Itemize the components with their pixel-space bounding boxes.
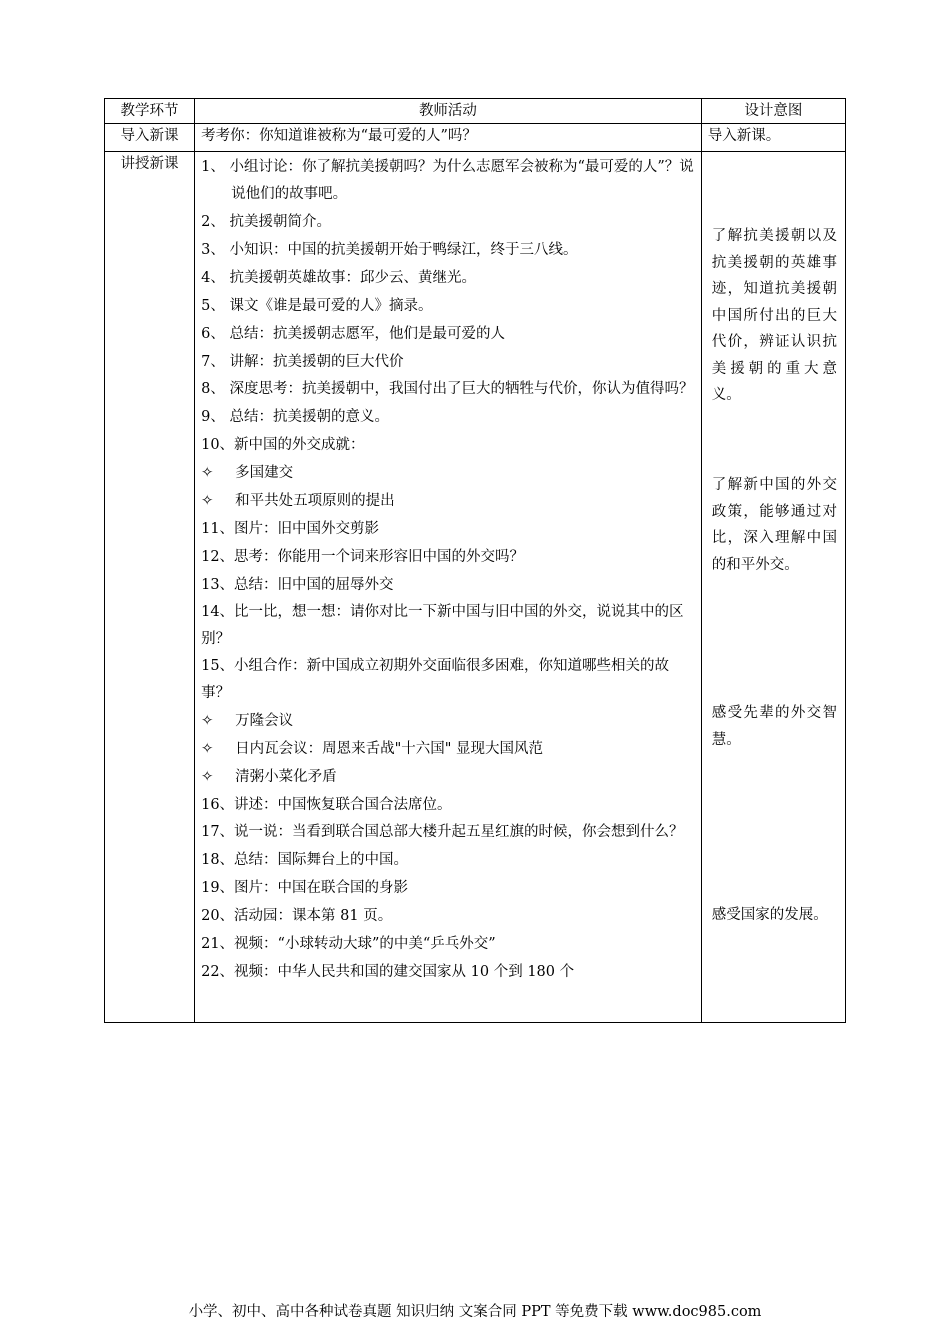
list-item: 18、总结：国际舞台上的中国。 <box>201 852 409 868</box>
list-item: 5、 课文《谁是最可爱的人》摘录。 <box>201 298 433 314</box>
main-intent-cell <box>701 152 845 1023</box>
intent-text: 感受国家的发展。 <box>711 907 828 923</box>
header-activity: 教师活动 <box>195 99 702 124</box>
list-item: 9、 总结：抗美援朝的意义。 <box>201 409 389 425</box>
header-row <box>105 99 846 124</box>
list-item <box>201 707 695 735</box>
list-item: 4、 抗美援朝英雄故事：邱少云、黄继光。 <box>201 270 476 286</box>
list-item <box>201 487 695 515</box>
list-item-text: 万隆会议 <box>235 713 294 729</box>
list-item: 16、讲述：中国恢复联合国合法席位。 <box>201 797 452 813</box>
list-item: 1、 小组讨论：你了解抗美援朝吗？为什么志愿军会被称为“最可爱的人”？说说他们的故事吧。 <box>201 159 694 202</box>
list-item-text: 日内瓦会议：周恩来舌战"十六国" 显现大国风范 <box>235 741 544 757</box>
list-item <box>201 735 695 763</box>
intro-intent: 导入新课。 <box>701 124 845 152</box>
list-item-text: 和平共处五项原则的提出 <box>235 493 395 509</box>
intro-stage: 导入新课 <box>105 124 195 152</box>
list-item: 17、说一说：当看到联合国总部大楼升起五星红旗的时候，你会想到什么？ <box>201 824 684 840</box>
page-footer: 小学、初中、高中各种试卷真题 知识归纳 文案合同 PPT 等免费下载 www.doc985.com <box>188 1304 762 1320</box>
list-item: 8、 深度思考：抗美援朝中，我国付出了巨大的牺牲与代价，你认为值得吗？ <box>201 381 694 397</box>
list-item: 14、比一比，想一想：请你对比一下新中国与旧中国的外交，说说其中的区别？ <box>201 604 684 647</box>
list-item: 13、总结：旧中国的屈辱外交 <box>201 577 394 593</box>
list-item: 11、图片：旧中国外交剪影 <box>201 521 380 537</box>
bullet-icon: ✧ <box>201 493 214 509</box>
intent-text: 感受先辈的外交智慧。 <box>711 705 837 748</box>
list-item: 6、 总结：抗美援朝志愿军，他们是最可爱的人 <box>201 326 505 342</box>
bullet-icon: ✧ <box>201 713 214 729</box>
list-item: 7、 讲解：抗美援朝的巨大代价 <box>201 354 404 370</box>
list-item-text: 多国建交 <box>235 465 294 481</box>
list-item-text: 清粥小菜化矛盾 <box>235 769 337 785</box>
list-item <box>201 459 695 487</box>
bullet-icon: ✧ <box>201 741 214 757</box>
main-activity-cell <box>195 152 702 1023</box>
list-item: 15、小组合作：新中国成立初期外交面临很多困难，你知道哪些相关的故事？ <box>201 658 670 701</box>
intent-text: 了解抗美援朝以及抗美援朝的英雄事迹，知道抗美援朝中国所付出的巨大代价，辨证认识抗美援朝的重大意义。 <box>711 228 837 403</box>
lesson-plan-table <box>104 98 846 1023</box>
main-row <box>105 152 846 1023</box>
list-item: 10、新中国的外交成就： <box>201 437 365 453</box>
header-stage: 教学环节 <box>105 99 195 124</box>
list-item: 3、 小知识：中国的抗美援朝开始于鸭绿江，终于三八线。 <box>201 242 578 258</box>
activity-list <box>201 152 695 986</box>
list-item: 21、视频：“小球转动大球”的中美“乒乓外交” <box>201 936 496 952</box>
main-stage: 讲授新课 <box>105 152 195 1023</box>
list-item: 22、视频：中华人民共和国的建交国家从 10 个到 180 个 <box>201 964 575 980</box>
list-item <box>201 763 695 791</box>
list-item: 2、 抗美援朝简介。 <box>201 214 331 230</box>
intro-activity: 考考你：你知道谁被称为“最可爱的人”吗？ <box>195 124 702 152</box>
intro-row <box>105 124 846 152</box>
list-item: 19、图片：中国在联合国的身影 <box>201 880 409 896</box>
bullet-icon: ✧ <box>201 769 214 785</box>
list-item: 12、思考：你能用一个词来形容旧中国的外交吗？ <box>201 549 525 565</box>
list-item: 20、活动园：课本第 81 页。 <box>201 908 393 924</box>
header-intent: 设计意图 <box>701 99 845 124</box>
bullet-icon: ✧ <box>201 465 214 481</box>
intent-text: 了解新中国的外交政策，能够通过对比，深入理解中国的和平外交。 <box>711 477 837 573</box>
